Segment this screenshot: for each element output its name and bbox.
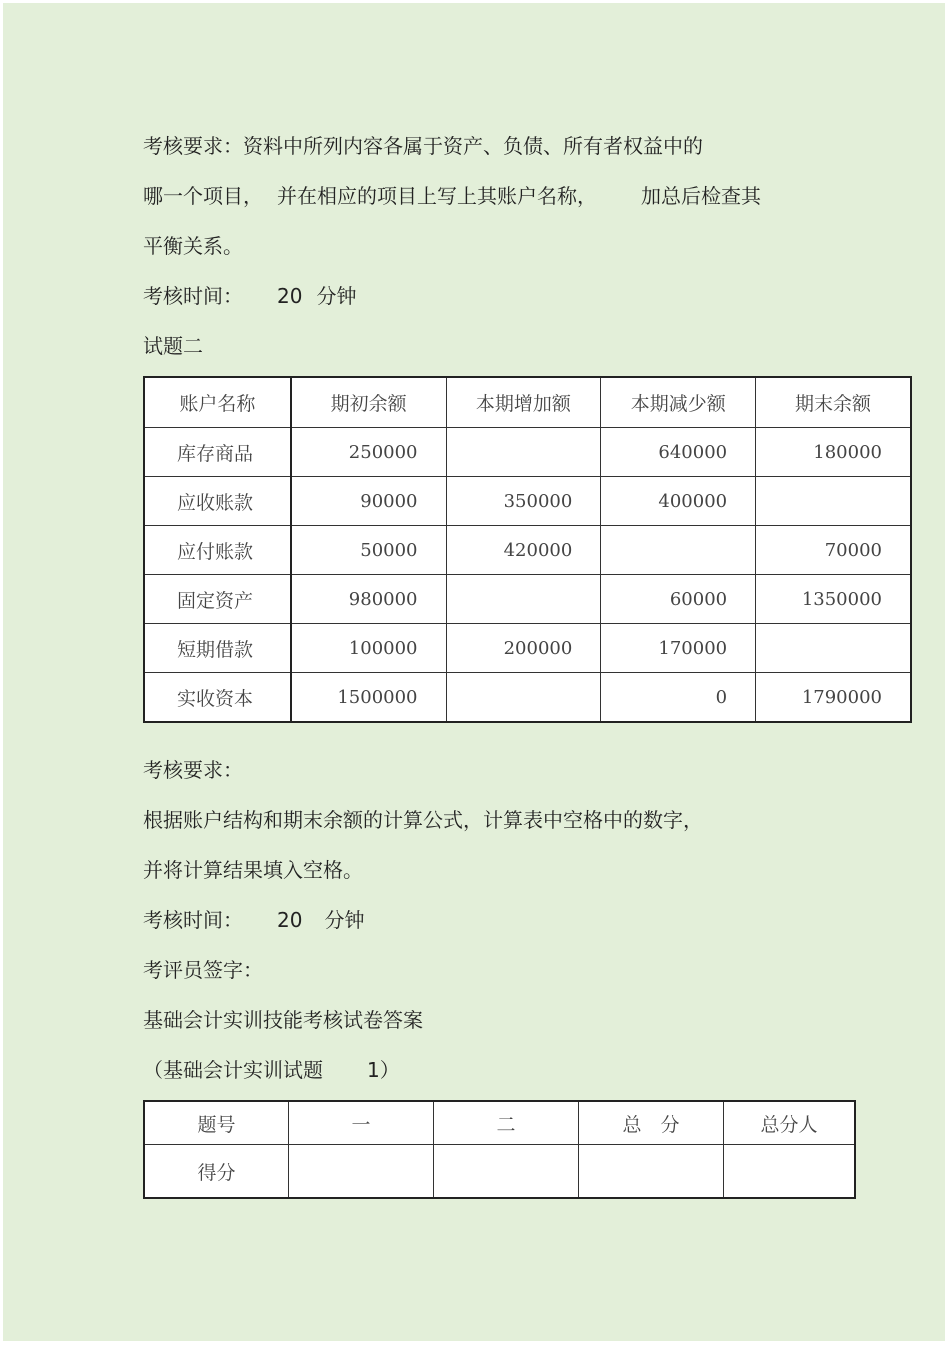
requirement-2-label: 考核要求： (143, 758, 243, 782)
header-closing-balance: 期末余额 (756, 377, 911, 428)
decrease-cell: 400000 (601, 477, 756, 526)
score-table-header-row (144, 1101, 855, 1145)
header-increase: 本期增加额 (446, 377, 601, 428)
table-row (144, 624, 911, 673)
account-name-cell: 实收资本 (144, 673, 291, 723)
increase-cell: 420000 (446, 526, 601, 575)
decrease-cell: 0 (601, 673, 756, 723)
table-row (144, 477, 911, 526)
increase-cell (446, 428, 601, 477)
closing-balance-cell (756, 477, 911, 526)
requirement-1-line-3: 平衡关系。 (143, 234, 243, 258)
closing-balance-cell: 70000 (756, 526, 911, 575)
account-balance-table (143, 376, 912, 723)
exam-time-1-label: 考核时间： (143, 284, 243, 308)
increase-cell (446, 673, 601, 723)
opening-balance-cell: 50000 (291, 526, 446, 575)
requirement-1-line-2-part-b: 并在相应的项目上写上其账户名称， (277, 184, 597, 208)
header-account-name: 账户名称 (144, 377, 291, 428)
examiner-signature-label: 考评员签字： (143, 958, 263, 982)
header-opening-balance: 期初余额 (291, 377, 446, 428)
header-question-one: 一 (289, 1101, 434, 1145)
decrease-cell: 640000 (601, 428, 756, 477)
score-row (144, 1145, 855, 1199)
question-2-title: 试题二 (143, 334, 203, 358)
closing-balance-cell: 1790000 (756, 673, 911, 723)
opening-balance-cell: 250000 (291, 428, 446, 477)
opening-balance-cell: 90000 (291, 477, 446, 526)
opening-balance-cell: 100000 (291, 624, 446, 673)
answer-subtitle-part-b: 1） (367, 1058, 400, 1082)
requirement-2-line-2: 并将计算结果填入空格。 (143, 858, 363, 882)
closing-balance-cell: 180000 (756, 428, 911, 477)
score-table (143, 1100, 856, 1199)
closing-balance-cell (756, 624, 911, 673)
table-row (144, 673, 911, 723)
requirement-1-line-2-part-a: 哪一个项目， (143, 184, 263, 208)
account-name-cell: 应收账款 (144, 477, 291, 526)
header-total-score: 总 分 (579, 1101, 724, 1145)
increase-cell: 200000 (446, 624, 601, 673)
requirement-2-line-1: 根据账户结构和期末余额的计算公式，计算表中空格中的数字， (143, 808, 703, 832)
decrease-cell: 60000 (601, 575, 756, 624)
table-row (144, 575, 911, 624)
opening-balance-cell: 1500000 (291, 673, 446, 723)
account-table-header-row (144, 377, 911, 428)
score-row-label: 得分 (144, 1145, 289, 1199)
closing-balance-cell: 1350000 (756, 575, 911, 624)
exam-time-2-unit: 分钟 (324, 908, 365, 932)
decrease-cell (601, 526, 756, 575)
header-scorer: 总分人 (724, 1101, 856, 1145)
decrease-cell: 170000 (601, 624, 756, 673)
exam-time-2-value: 20 (277, 908, 303, 932)
account-name-cell: 固定资产 (144, 575, 291, 624)
table-row (144, 428, 911, 477)
increase-cell: 350000 (446, 477, 601, 526)
opening-balance-cell: 980000 (291, 575, 446, 624)
account-name-cell: 应付账款 (144, 526, 291, 575)
account-name-cell: 库存商品 (144, 428, 291, 477)
exam-time-1-unit: 分钟 (316, 284, 357, 308)
score-cell-total[interactable] (579, 1145, 724, 1199)
answer-subtitle (143, 1058, 400, 1082)
requirement-1-line-2-part-c: 加总后检查其 (641, 184, 761, 208)
score-cell-question-two[interactable] (434, 1145, 579, 1199)
requirement-1-line-1: 考核要求：资料中所列内容各属于资产、负债、所有者权益中的 (143, 134, 703, 158)
increase-cell (446, 575, 601, 624)
answer-subtitle-part-a: （基础会计实训试题 (143, 1058, 323, 1082)
answer-title: 基础会计实训技能考核试卷答案 (143, 1008, 423, 1032)
account-name-cell: 短期借款 (144, 624, 291, 673)
header-question-two: 二 (434, 1101, 579, 1145)
exam-time-2-label: 考核时间： (143, 908, 243, 932)
header-decrease: 本期减少额 (601, 377, 756, 428)
exam-time-2 (143, 908, 364, 932)
requirement-1-line-2 (143, 184, 761, 208)
score-cell-question-one[interactable] (289, 1145, 434, 1199)
header-question-number: 题号 (144, 1101, 289, 1145)
exam-time-1 (143, 284, 356, 308)
exam-time-1-value: 20 (277, 284, 303, 308)
score-cell-scorer[interactable] (724, 1145, 856, 1199)
table-row (144, 526, 911, 575)
